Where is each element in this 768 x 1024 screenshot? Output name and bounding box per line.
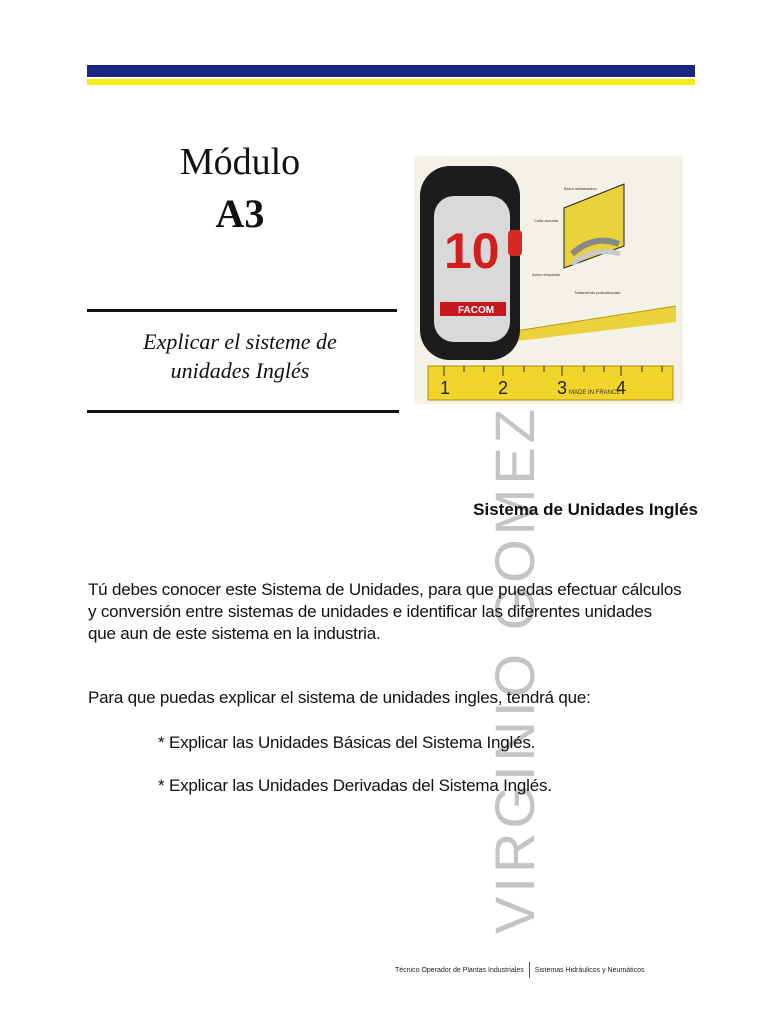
objectives-intro: Para que puedas explicar el sistema de unidades ingles, tendrá que: — [88, 688, 591, 707]
ruler-number: 4 — [616, 378, 627, 398]
watermark-text: VIRGINIO GOMEZ — [482, 404, 546, 934]
section-title: Sistema de Unidades Inglés — [473, 500, 698, 519]
divider-top — [87, 309, 397, 312]
module-label: Módulo — [179, 141, 301, 183]
intro-paragraph — [88, 579, 700, 645]
footer-course: Técnico Operador de Plantas Industriales — [395, 966, 524, 974]
objective-bullet: * Explicar las Unidades Básicas del Sistema Inglés. — [158, 733, 536, 752]
watermark — [482, 404, 546, 934]
ruler-print: MADE IN FRANCE — [569, 390, 621, 396]
ruler-number: 3 — [557, 378, 568, 398]
objective-line-2: unidades Inglés — [170, 358, 310, 383]
objective-bullet: * Explicar las Unidades Derivadas del Sistema Inglés. — [158, 776, 552, 795]
divider-bottom — [87, 410, 399, 413]
callout-label: Barra antiabrasión — [564, 186, 597, 191]
header-blue-stripe — [87, 65, 695, 77]
module-code: A3 — [215, 191, 265, 236]
paragraph-line: que aun de este sistema en la industria. — [88, 624, 381, 643]
callout-label: Acero templado — [532, 272, 561, 277]
header-color-band — [87, 65, 695, 85]
ruler-number: 2 — [498, 378, 509, 398]
paragraph-line: Tú debes conocer este Sistema de Unidades, para que puedas efectuar cálculos — [88, 580, 682, 599]
page-footer — [395, 962, 645, 978]
paragraph-line: y conversión entre sistemas de unidades e identificar las diferentes unidades — [88, 602, 652, 621]
callout-label: Tratamiento policarbonato — [574, 290, 621, 295]
tape-measure-photo — [414, 156, 683, 404]
module-objective — [90, 327, 390, 385]
ruler-number: 1 — [440, 378, 451, 398]
footer-subject: Sistemas Hidráulicos y Neumáticos — [534, 966, 645, 974]
objective-line-1: Explicar el sisteme de — [143, 329, 337, 354]
footer-divider — [529, 962, 530, 978]
header-yellow-stripe — [87, 79, 695, 85]
tape-size-number: 10 — [444, 223, 500, 279]
callout-label: Cinta armada — [534, 218, 559, 223]
tape-brand: FACOM — [458, 305, 495, 316]
